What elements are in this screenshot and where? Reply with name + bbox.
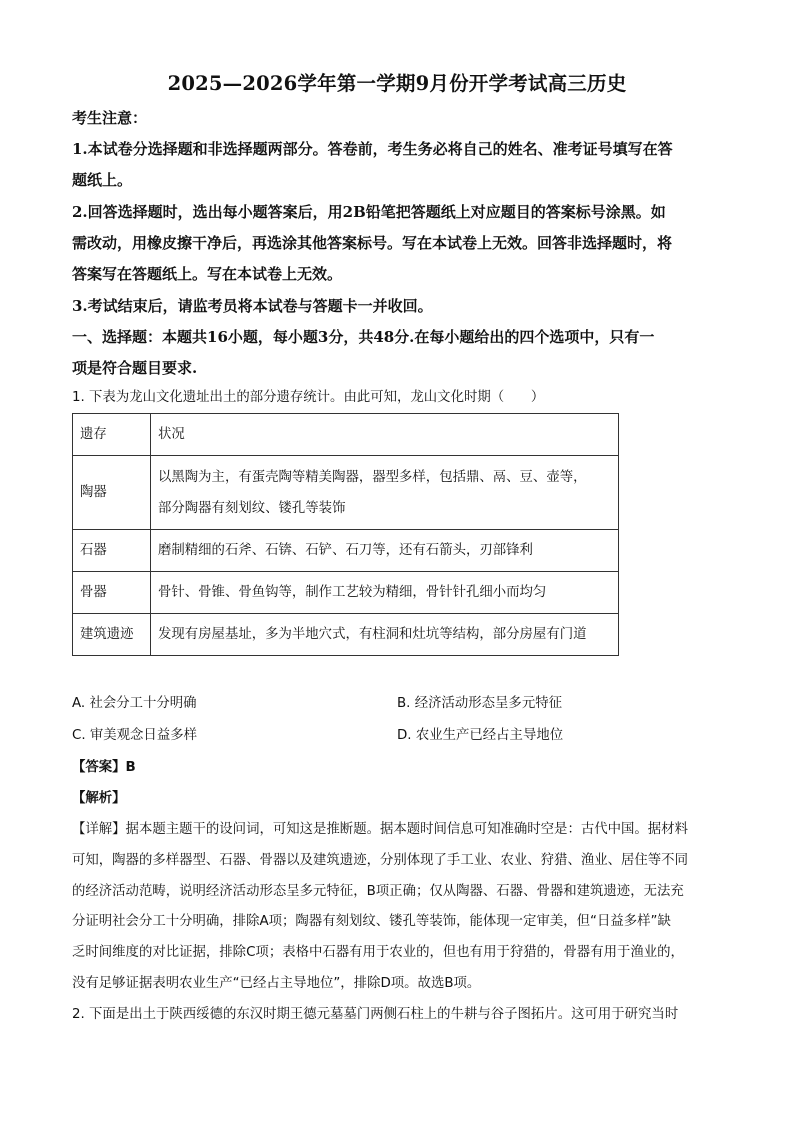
section-heading-line-2: 项是符合题目要求.: [72, 359, 198, 377]
explanation-line: 乏时间维度的对比证据，排除C项；表格中石器有用于农业的，但也有用于狩猎的，骨器有用于渔业的，: [72, 945, 684, 960]
table-row: [73, 614, 619, 656]
table-header-row: [73, 414, 619, 456]
explanation-line: 没有足够证据表明农业生产“已经占主导地位”，排除D项。故选B项。: [72, 976, 481, 991]
question-2-stem: 2. 下面是出土于陕西绥德的东汉时期王德元墓墓门两侧石柱上的牛耕与谷子图拓片。这可用于研究当时: [72, 1007, 679, 1022]
analysis-heading: 【解析】: [72, 791, 126, 806]
question-1-stem: 1. 下表为龙山文化遗址出土的部分遗存统计。由此可知，龙山文化时期（ ）: [72, 390, 545, 405]
option-d: D. 农业生产已经占主导地位: [397, 728, 564, 743]
explanation-line: 分证明社会分工十分明确，排除A项；陶器有刻划纹、镂孔等装饰，能体现一定审美，但“日益多样”缺: [72, 914, 671, 929]
explanation-line: 【详解】据本题主题干的设问词，可知这是推断题。据本题时间信息可知准确时空是：古代中国。据材料: [72, 822, 688, 837]
table-cell-desc-line: 以黑陶为主，有蛋壳陶等精美陶器，器型多样，包括鼎、鬲、豆、壶等，: [158, 469, 587, 485]
table-row: [73, 572, 619, 614]
table-cell-desc: 磨制精细的石斧、石锛、石铲、石刀等，还有石箭头，刃部锋利: [151, 530, 619, 572]
notice-item-2-line-2: 需改动，用橡皮擦干净后，再选涂其他答案标号。写在本试卷上无效。回答非选择题时，将: [72, 234, 673, 252]
table-cell-name: 陶器: [73, 456, 151, 530]
notice-item-1-line-2: 题纸上。: [72, 171, 133, 189]
notice-item-3: 3.考试结束后，请监考员将本试卷与答题卡一并收回。: [72, 297, 433, 315]
notice-heading: 考生注意：: [72, 109, 148, 127]
explanation-line: 的经济活动范畴，说明经济活动形态呈多元特征，B项正确；仅从陶器、石器、骨器和建筑遗迹，无法充: [72, 884, 684, 899]
table-cell-desc: [151, 456, 619, 530]
answer-label: 【答案】B: [72, 760, 136, 775]
section-heading-line-1: 一、选择题：本题共16小题，每小题3分，共48分.在每小题给出的四个选项中，只有一: [72, 328, 655, 346]
table-header-cell: 状况: [151, 414, 619, 456]
notice-item-1-line-1: 1.本试卷分选择题和非选择题两部分。答卷前，考生务必将自己的姓名、准考证号填写在答: [72, 140, 673, 158]
table-cell-name: 石器: [73, 530, 151, 572]
relics-table: [72, 413, 619, 656]
option-c: C. 审美观念日益多样: [72, 728, 197, 743]
table-row: [73, 456, 619, 530]
notice-item-2-line-3: 答案写在答题纸上。写在本试卷上无效。: [72, 265, 343, 283]
explanation-line: 可知，陶器的多样器型、石器、骨器以及建筑遗迹，分别体现了手工业、农业、狩猎、渔业、居住等不同: [72, 853, 688, 868]
option-b: B. 经济活动形态呈多元特征: [397, 696, 562, 711]
table-cell-desc-line: 部分陶器有刻划纹、镂孔等装饰: [158, 500, 346, 516]
notice-item-2-line-1: 2.回答选择题时，选出每小题答案后，用2B铅笔把答题纸上对应题目的答案标号涂黑。如: [72, 203, 666, 221]
option-a: A. 社会分工十分明确: [72, 696, 197, 711]
table-cell-name: 建筑遗迹: [73, 614, 151, 656]
table-cell-desc: 发现有房屋基址，多为半地穴式，有柱洞和灶坑等结构，部分房屋有门道: [151, 614, 619, 656]
table-row: [73, 530, 619, 572]
exam-title: 2025—2026学年第一学期9月份开学考试高三历史: [167, 72, 627, 95]
table-header-cell: 遗存: [73, 414, 151, 456]
table-cell-name: 骨器: [73, 572, 151, 614]
table-cell-desc: 骨针、骨锥、骨鱼钩等，制作工艺较为精细，骨针针孔细小而均匀: [151, 572, 619, 614]
